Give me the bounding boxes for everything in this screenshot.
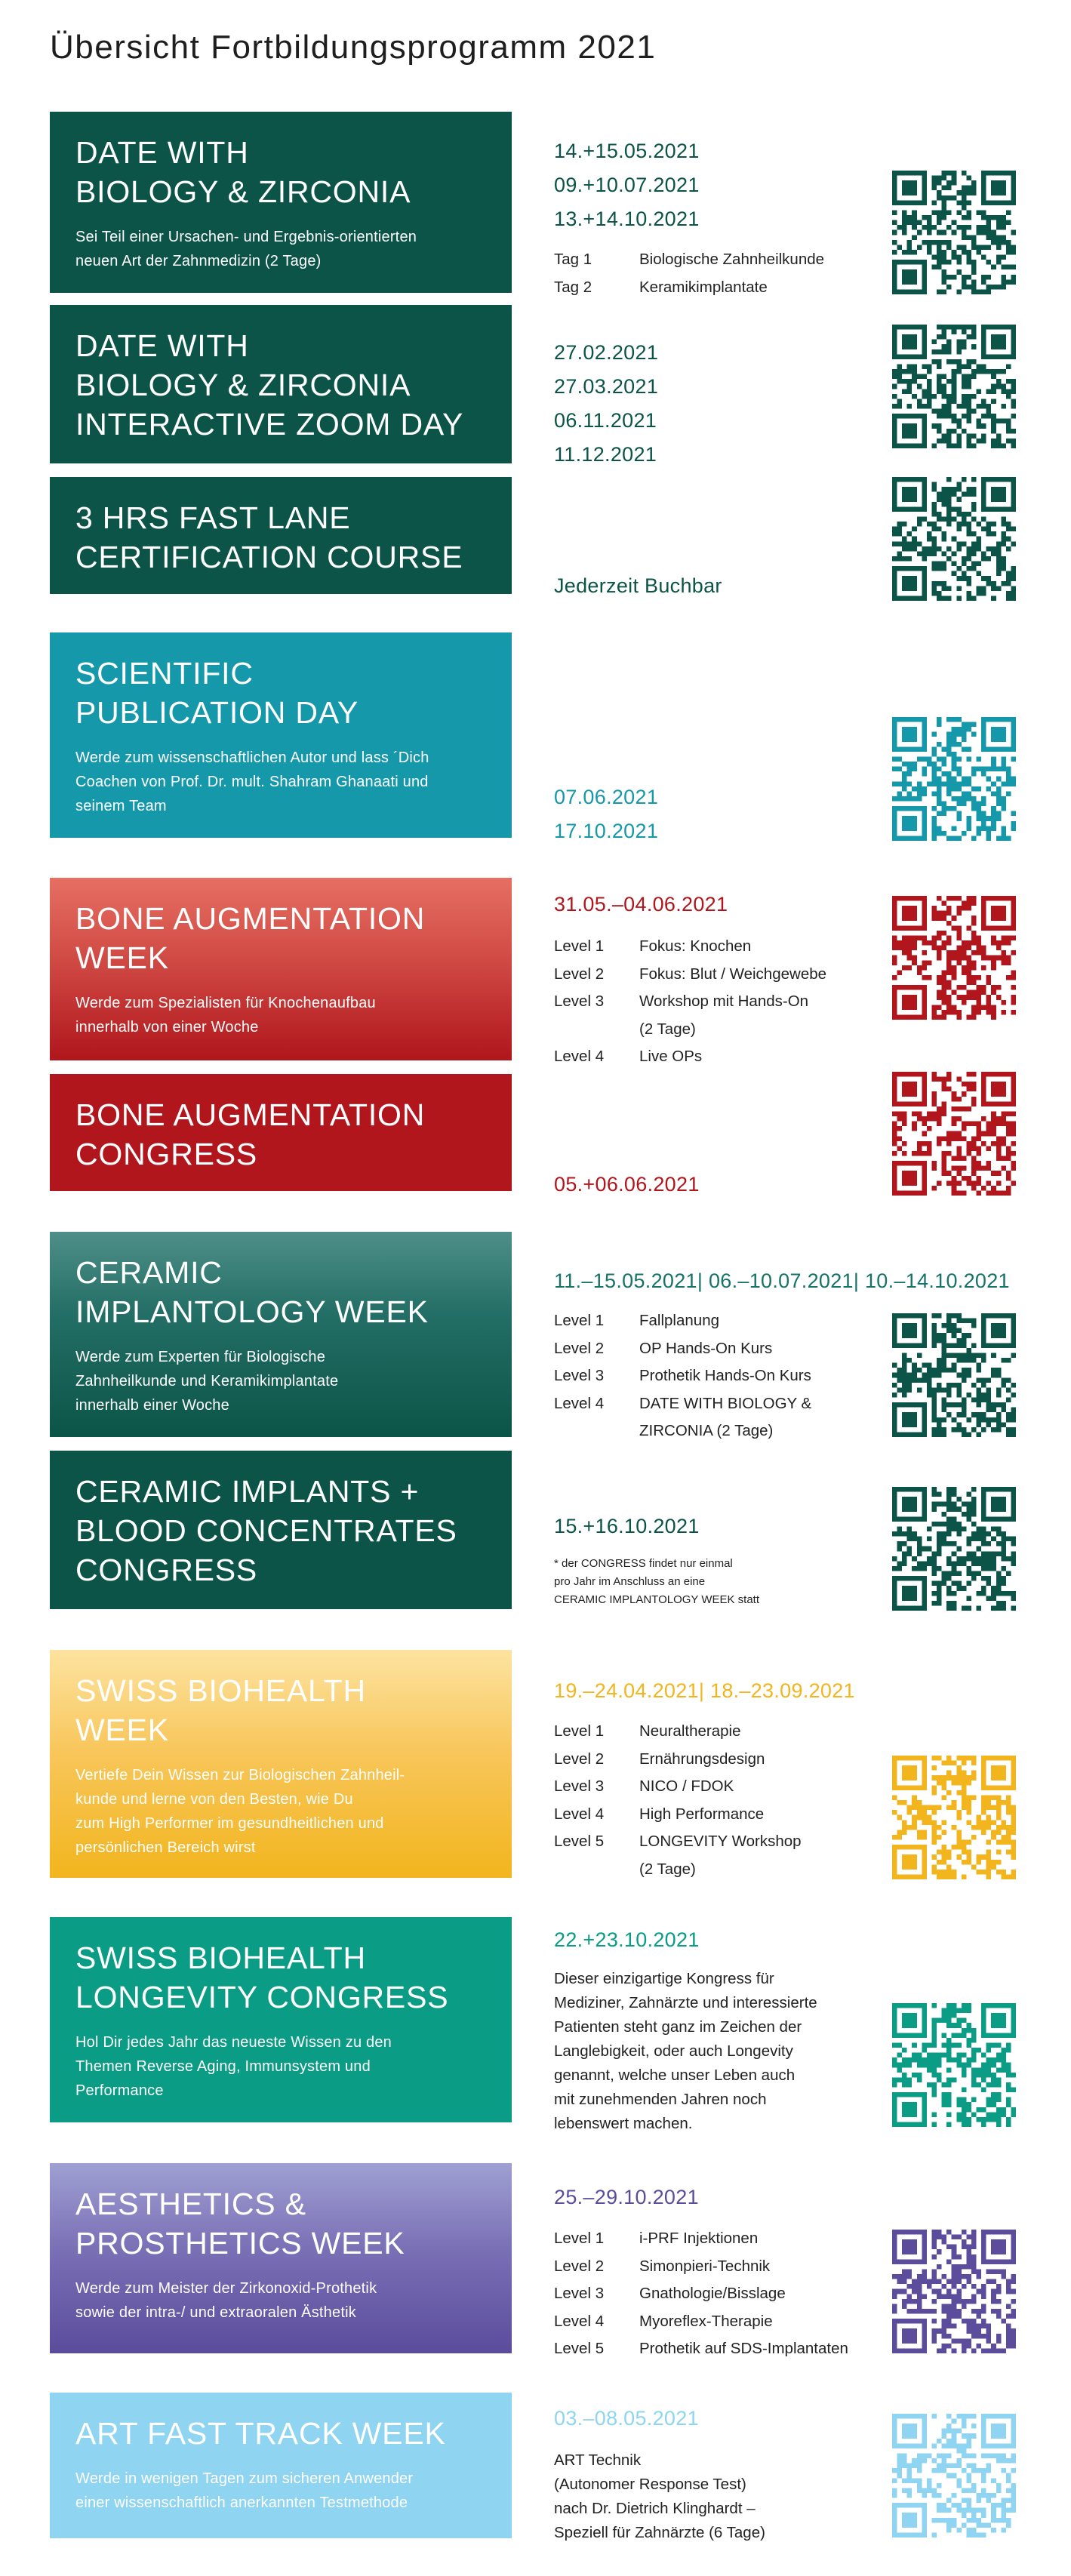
level-label: Level 3 (554, 2285, 605, 2302)
level-label (554, 1417, 639, 1445)
card-description: Werde zum Spezialisten für Knochenaufbau innerhalb von einer Woche (75, 995, 376, 1036)
dates-bone-congress (554, 1168, 700, 1202)
level-text: Gnathologie/Bisslage (639, 2285, 786, 2302)
levels-aesthetics-week (554, 2225, 848, 2363)
qr-code-icon[interactable] (892, 717, 1016, 841)
card-art-week[interactable] (50, 2393, 512, 2538)
level-text: (2 Tage) (639, 1860, 696, 1878)
card-title: CERAMIC IMPLANTS + BLOOD CONCENTRATES CONGRESS (75, 1474, 457, 1587)
level-text: Prothetik Hands-On Kurs (639, 1367, 811, 1384)
level-label: Level 2 (554, 2257, 605, 2275)
dates-date-zoom-day (554, 336, 658, 472)
levels-ceramic-week (554, 1307, 811, 1445)
level-label: Level 5 (554, 1833, 605, 1850)
dates-bone-week (554, 888, 728, 922)
card-title: SCIENTIFIC PUBLICATION DAY (75, 656, 359, 730)
card-bone-congress[interactable] (50, 1074, 512, 1191)
level-text: Prothetik auf SDS-Implantaten (639, 2340, 848, 2357)
qr-code-icon[interactable] (892, 896, 1016, 1020)
level-label (554, 1856, 639, 1884)
date-item: 25.–29.10.2021 (554, 2186, 699, 2208)
date-item: 09.+10.07.2021 (554, 174, 700, 196)
date-item: 31.05.–04.06.2021 (554, 893, 728, 916)
levels-bone-week (554, 933, 826, 1071)
level-label: Level 3 (554, 993, 605, 1010)
congress-description: Dieser einzigartige Kongress für Mediziner, Zahnärzte und interessierte Patienten steht ganz im Zeichen der Langlebigkeit, oder auch Longevity genannt, welche unser Leben auch mit zunehmenden Jahren noch lebenswert machen. (554, 1970, 817, 2132)
card-title: BONE AUGMENTATION WEEK (75, 901, 426, 975)
card-description: Vertiefe Dein Wissen zur Biologischen Zahnheil- kunde und lerne von den Besten, wie Du zum High Performer im gesundheitlichen und persönlichen Bereich wirst (75, 1767, 405, 1856)
level-label: Level 4 (554, 1048, 605, 1065)
level-text: Workshop mit Hands-On (639, 993, 809, 1010)
date-item: 13.+14.10.2021 (554, 208, 700, 230)
level-text: i-PRF Injektionen (639, 2230, 759, 2247)
card-title: DATE WITH BIOLOGY & ZIRCONIA INTERACTIVE ZOOM DAY (75, 328, 464, 442)
card-fast-lane[interactable] (50, 477, 512, 594)
levels-swiss-week (554, 1718, 802, 1883)
date-item: 07.06.2021 (554, 786, 659, 808)
date-item: 03.–08.05.2021 (554, 2407, 699, 2430)
dates-ceramic-congress (554, 1510, 700, 1543)
card-title: CERAMIC IMPLANTOLOGY WEEK (75, 1255, 429, 1329)
card-swiss-congress[interactable] (50, 1917, 512, 2122)
card-title: BONE AUGMENTATION CONGRESS (75, 1097, 426, 1171)
art-description: ART Technik (Autonomer Response Test) nach Dr. Dietrich Klinghardt – Speziell für Zahnärzte (6 Tage) (554, 2451, 765, 2541)
level-label: Level 2 (554, 1750, 605, 1768)
level-label: Level 4 (554, 1394, 605, 1412)
level-text: Neuraltherapie (639, 1722, 741, 1740)
level-text: Biologische Zahnheilkunde (639, 251, 825, 268)
date-item: Jederzeit Buchbar (554, 574, 722, 597)
date-item: 11.12.2021 (554, 443, 657, 466)
card-description: Werde in wenigen Tagen zum sicheren Anwender einer wissenschaftlich anerkannten Testmethode (75, 2470, 414, 2511)
card-title: SWISS BIOHEALTH LONGEVITY CONGRESS (75, 1940, 449, 2014)
qr-code-icon[interactable] (892, 1072, 1016, 1196)
card-description: Werde zum Meister der Zirkonoxid-Prothetik sowie der intra-/ und extraoralen Ästhetik (75, 2280, 377, 2321)
qr-code-icon[interactable] (892, 2414, 1016, 2538)
levels-date-bio-zirconia (554, 246, 824, 301)
date-item: 27.02.2021 (554, 341, 659, 364)
dates-scientific-publication (554, 780, 658, 848)
qr-code-icon[interactable] (892, 325, 1016, 448)
date-item: 05.+06.06.2021 (554, 1173, 700, 1196)
qr-code-icon[interactable] (892, 171, 1016, 294)
dates-aesthetics-week (554, 2181, 699, 2214)
date-item: 15.+16.10.2021 (554, 1515, 700, 1537)
level-label (554, 1016, 639, 1044)
level-label: Tag 1 (554, 251, 592, 268)
dates-swiss-week (554, 1674, 855, 1708)
qr-code-icon[interactable] (892, 2230, 1016, 2353)
dates-swiss-congress (554, 1923, 700, 1957)
qr-code-icon[interactable] (892, 477, 1016, 601)
card-aesthetics-week[interactable] (50, 2163, 512, 2353)
date-item: 27.03.2021 (554, 375, 659, 398)
qr-code-icon[interactable] (892, 1487, 1016, 1611)
level-text: LONGEVITY Workshop (639, 1833, 802, 1850)
level-text: High Performance (639, 1805, 765, 1823)
card-description: Werde zum Experten für Biologische Zahnheilkunde und Keramikimplantate innerhalb einer Woche (75, 1349, 339, 1414)
card-ceramic-week[interactable] (50, 1232, 512, 1437)
level-text: Ernährungsdesign (639, 1750, 765, 1768)
level-label: Level 1 (554, 937, 605, 955)
level-label: Level 5 (554, 2340, 605, 2357)
qr-code-icon[interactable] (892, 2003, 1016, 2127)
level-text: Fokus: Blut / Weichgewebe (639, 965, 827, 983)
level-text: ZIRCONIA (2 Tage) (639, 1422, 774, 1439)
level-text: Live OPs (639, 1048, 703, 1065)
level-text: DATE WITH BIOLOGY & (639, 1394, 812, 1412)
date-item: 14.+15.05.2021 (554, 140, 700, 162)
date-item: 22.+23.10.2021 (554, 1928, 700, 1951)
dates-art-week (554, 2402, 699, 2436)
qr-code-icon[interactable] (892, 1313, 1016, 1437)
card-title: ART FAST TRACK WEEK (75, 2416, 446, 2451)
level-text: Keramikimplantate (639, 278, 768, 296)
date-item: 06.11.2021 (554, 409, 657, 432)
level-text: (2 Tage) (639, 1020, 696, 1038)
card-swiss-week[interactable] (50, 1650, 512, 1878)
card-title: 3 HRS FAST LANE CERTIFICATION COURSE (75, 500, 463, 574)
level-label: Tag 2 (554, 278, 592, 296)
level-label: Level 4 (554, 1805, 605, 1823)
level-label: Level 3 (554, 1777, 605, 1795)
card-scientific-publication[interactable] (50, 632, 512, 838)
level-label: Level 3 (554, 1367, 605, 1384)
level-label: Level 1 (554, 2230, 605, 2247)
level-label: Level 1 (554, 1312, 605, 1329)
level-text: OP Hands-On Kurs (639, 1339, 773, 1357)
level-text: Fokus: Knochen (639, 937, 752, 955)
level-label: Level 4 (554, 2312, 605, 2330)
level-label: Level 1 (554, 1722, 605, 1740)
qr-code-icon[interactable] (892, 1756, 1016, 1879)
level-text: Simonpieri-Technik (639, 2257, 771, 2275)
date-item: 11.–15.05.2021| 06.–10.07.2021| 10.–14.10.2021 (554, 1270, 1010, 1292)
level-text: Myoreflex-Therapie (639, 2312, 773, 2330)
card-title: AESTHETICS & PROSTHETICS WEEK (75, 2187, 405, 2261)
card-description: Sei Teil einer Ursachen- und Ergebnis-orientierten neuen Art der Zahnmedizin (2 Tage) (75, 229, 417, 269)
card-description: Werde zum wissenschaftlichen Autor und lass ´Dich Coachen von Prof. Dr. mult. Shahram Ghanaati und seinem Team (75, 749, 429, 814)
card-title: DATE WITH BIOLOGY & ZIRCONIA (75, 135, 411, 209)
level-text: NICO / FDOK (639, 1777, 734, 1795)
congress-footnote: * der CONGRESS findet nur einmal pro Jahr im Anschluss an eine CERAMIC IMPLANTOLOGY WEEK statt (554, 1557, 760, 1606)
page-title: Übersicht Fortbildungsprogramm 2021 (50, 29, 657, 66)
level-text: Fallplanung (639, 1312, 719, 1329)
card-date-zoom-day[interactable] (50, 305, 512, 463)
card-bone-week[interactable] (50, 878, 512, 1060)
card-ceramic-congress[interactable] (50, 1451, 512, 1609)
card-description: Hol Dir jedes Jahr das neueste Wissen zu den Themen Reverse Aging, Immunsystem und Performance (75, 2034, 392, 2099)
date-item: 19.–24.04.2021| 18.–23.09.2021 (554, 1679, 855, 1702)
dates-date-bio-zirconia (554, 134, 700, 236)
level-label: Level 2 (554, 965, 605, 983)
level-label: Level 2 (554, 1339, 605, 1357)
card-date-bio-zirconia[interactable] (50, 112, 512, 293)
date-item: 17.10.2021 (554, 820, 659, 842)
dates-fast-lane (554, 569, 722, 603)
dates-ceramic-week (554, 1264, 1010, 1298)
card-title: SWISS BIOHEALTH WEEK (75, 1673, 366, 1747)
